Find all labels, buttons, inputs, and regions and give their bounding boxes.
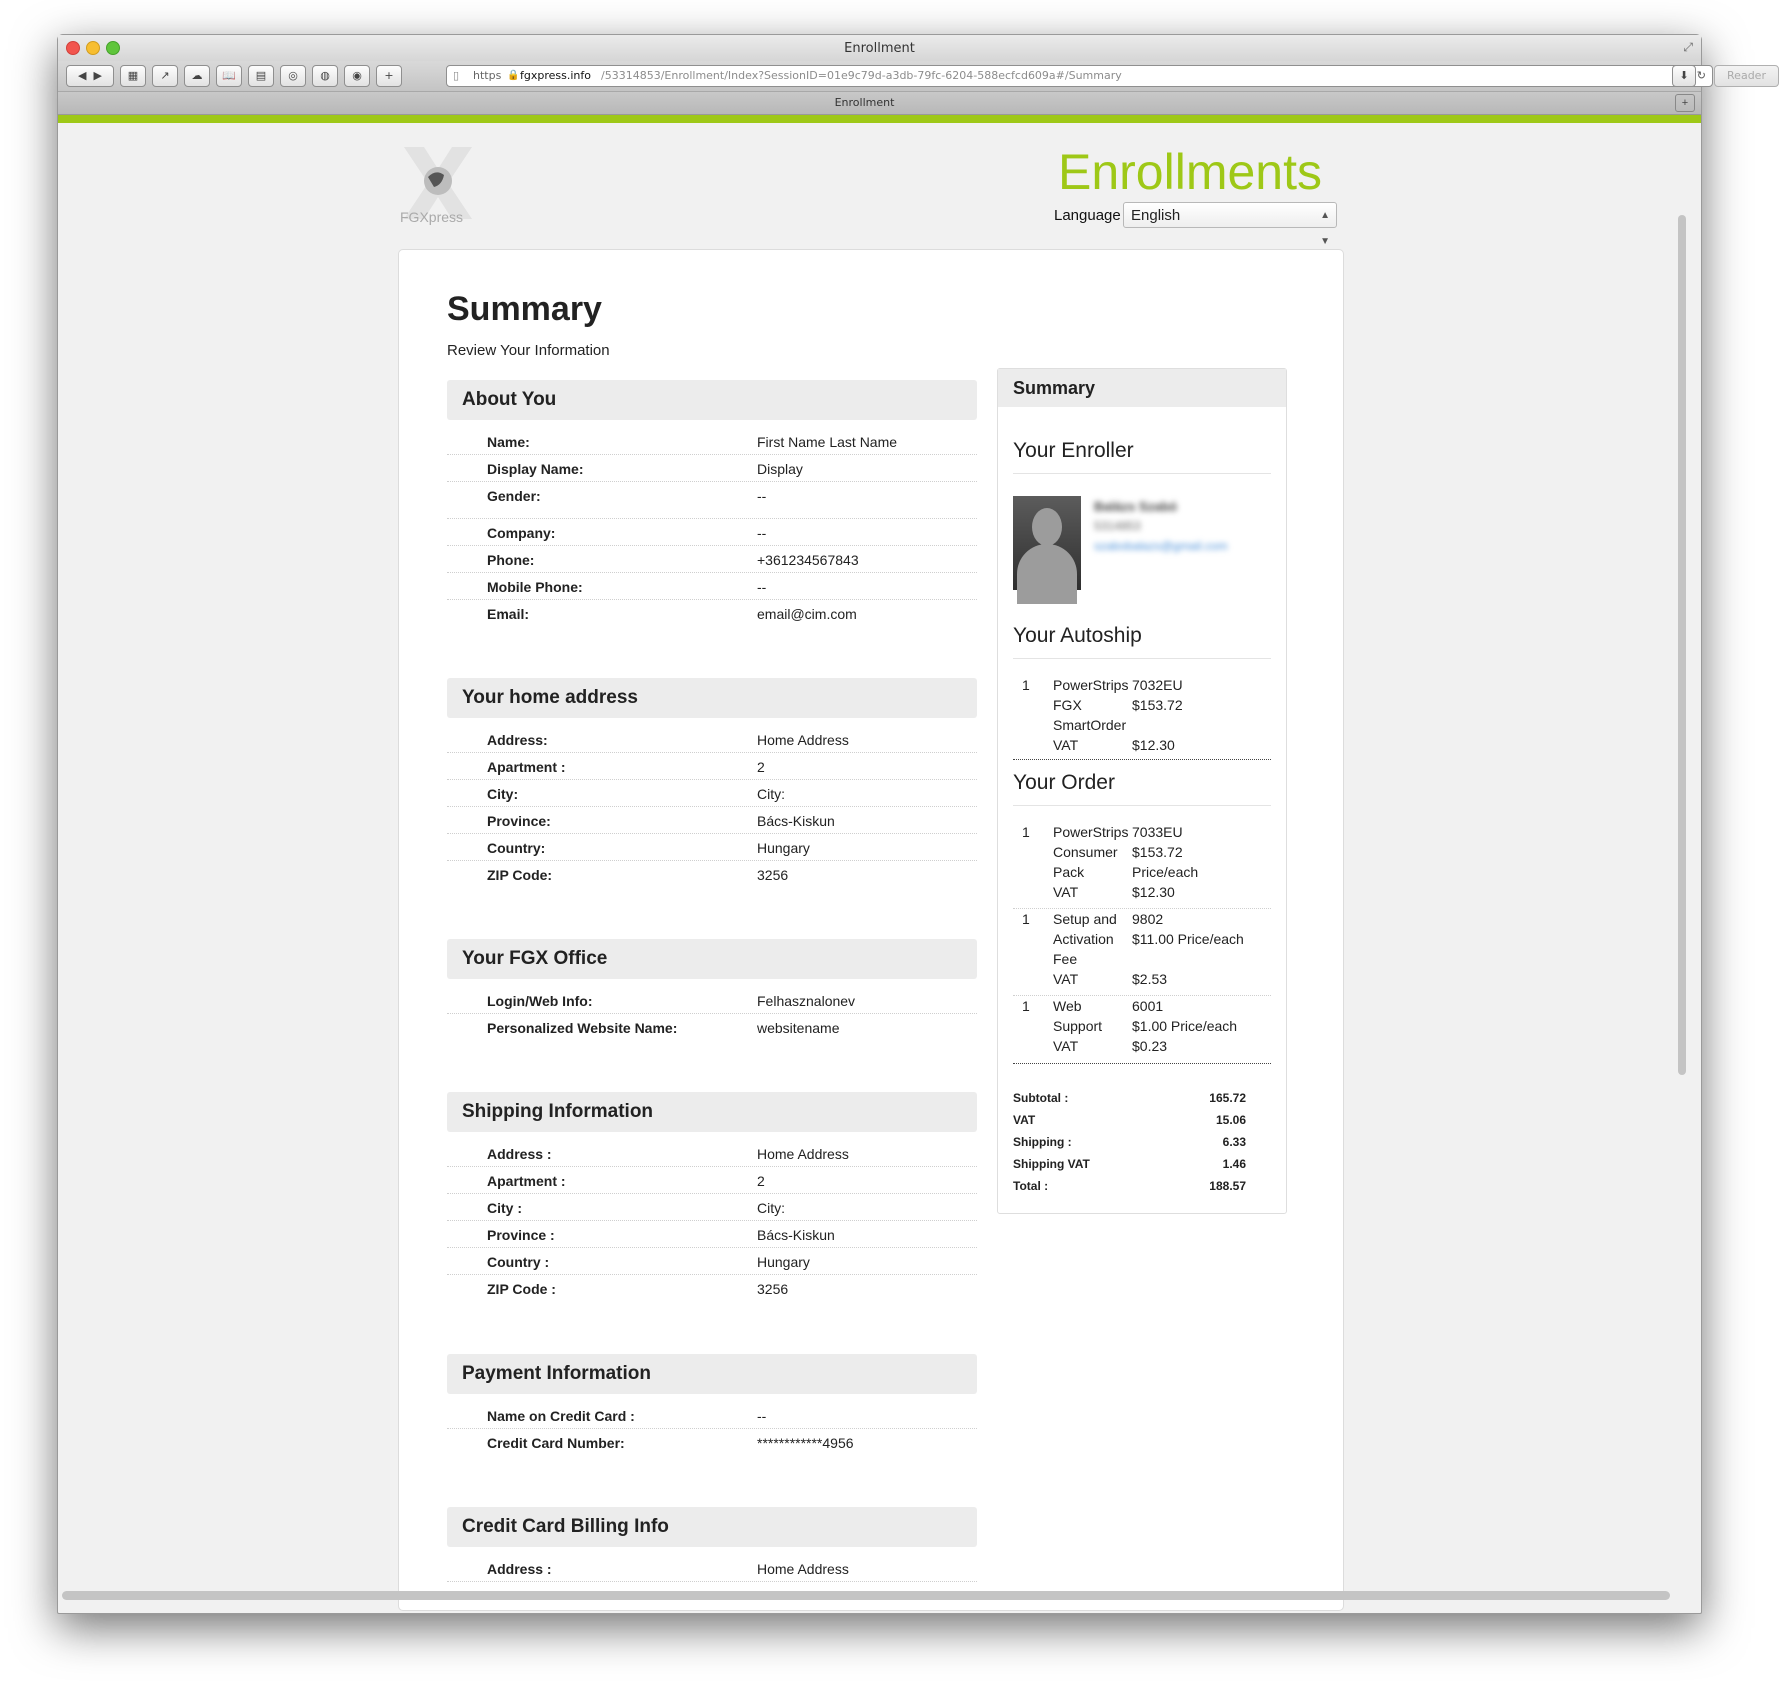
item-qty: 1 [1022,911,1030,927]
row-label: City: [487,786,519,802]
table-row [447,1221,977,1248]
item-code: 7032EU [1132,677,1183,693]
item-name: SmartOrder [1053,717,1127,733]
total-value: 188.57 [1209,1179,1246,1193]
table-row [447,573,977,600]
order-heading: Your Order [1013,771,1115,794]
total-label: VAT [1013,1113,1036,1127]
item-name: PowerStrips [1053,677,1129,693]
section-header: Your FGX Office [447,939,977,979]
fullscreen-icon[interactable]: ⤢ [1683,40,1693,54]
table-row [447,834,977,861]
row-value: 3256 [757,867,789,883]
new-tab-icon[interactable]: + [1675,94,1695,112]
row-label: Phone: [487,552,535,568]
total-label: Shipping : [1013,1135,1072,1149]
shipping-section [447,1092,977,1301]
address-bar[interactable] [446,65,1713,87]
page-heading: Enrollments [1058,144,1322,200]
total-value: 6.33 [1222,1135,1246,1149]
item-code: 7033EU [1132,824,1183,840]
row-label: Address : [487,1561,552,1577]
row-label: ZIP Code : [487,1281,556,1297]
enroller-email-link[interactable]: szabobalazs@gmail.com [1094,539,1228,553]
row-value: Home Address [757,732,849,748]
reading-list-icon[interactable]: ▤ [248,65,274,87]
tab-enrollment[interactable]: Enrollment [834,96,895,109]
table-row [447,1555,977,1582]
row-label: Mobile Phone: [487,579,583,595]
item-name: Support [1053,1018,1103,1034]
logo-text: FGXpress [400,209,464,225]
top-sites-icon[interactable]: ▦ [120,65,146,87]
row-label: Apartment : [487,759,566,775]
row-label: Apartment : [487,1173,566,1189]
vertical-scrollbar[interactable] [1678,215,1686,1075]
payment-section [447,1354,977,1455]
item-price-unit: Price/each [1132,864,1199,880]
home-address-section [447,678,977,887]
table-row [447,428,977,455]
item-vat: $12.30 [1132,737,1175,753]
sidebar-header: Summary [998,369,1286,407]
item-vat-label: VAT [1053,971,1079,987]
table-row [447,1014,977,1040]
row-value: -- [757,1408,767,1424]
extension-icon[interactable]: ◎ [280,65,306,87]
accent-bar [58,115,1701,123]
enroller-id: 5314853 [1094,519,1141,533]
window-title: Enrollment [844,41,915,56]
row-value: -- [757,525,767,541]
total-label: Total : [1013,1179,1049,1193]
section-header: Credit Card Billing Info [447,1507,977,1547]
item-price: $153.72 [1132,697,1183,713]
item-name: Fee [1053,951,1078,967]
page-subtitle: Review Your Information [447,342,610,359]
divider [1013,473,1271,474]
divider [1013,658,1271,659]
table-row [447,1167,977,1194]
table-row [447,726,977,753]
row-value: 2 [757,1173,765,1189]
reader-button[interactable]: Reader [1714,65,1779,87]
autoship-heading: Your Autoship [1013,624,1142,647]
url-host: fgxpress.info [520,69,591,82]
row-value: Hungary [757,1254,810,1270]
table-row [447,482,977,519]
enroller-avatar [1013,496,1081,590]
title-bar [58,35,1701,61]
total-label: Shipping VAT [1013,1157,1090,1171]
item-name: Activation [1053,931,1114,947]
item-price: $153.72 [1132,844,1183,860]
item-vat: $2.53 [1132,971,1168,987]
section-header: Payment Information [447,1354,977,1394]
row-value: City: [757,1200,785,1216]
item-name: FGX [1053,697,1082,713]
row-value: Bács-Kiskun [757,1227,835,1243]
table-row [447,1140,977,1167]
item-code: 6001 [1132,998,1164,1014]
row-label: Gender: [487,488,541,504]
row-label: Address: [487,732,548,748]
row-label: Province : [487,1227,555,1243]
row-label: Name: [487,434,530,450]
enroller-name: Balázs Szabó [1094,499,1178,514]
url-path: /53314853/Enrollment/Index?SessionID=01e9c79d-a3db-79fc-6204-588ecfcd609a#/Summary [601,69,1122,82]
back-forward-buttons[interactable]: ◀ ▶ [66,65,114,87]
item-qty: 1 [1022,677,1030,693]
row-label: Company: [487,525,556,541]
row-value: Home Address [757,1146,849,1162]
add-bookmark-icon[interactable]: + [376,65,402,87]
item-name: Pack [1053,864,1085,880]
row-label: Personalized Website Name: [487,1020,678,1036]
enroller-heading: Your Enroller [1013,439,1134,462]
row-label: Name on Credit Card : [487,1408,635,1424]
item-qty: 1 [1022,824,1030,840]
total-label: Subtotal : [1013,1091,1069,1105]
row-value: Home Address [757,1561,849,1577]
table-row [447,1248,977,1275]
row-label: Credit Card Number: [487,1435,625,1451]
table-row [447,455,977,482]
table-row [447,987,977,1014]
downloads-icon[interactable]: ⬇ [1672,65,1696,87]
item-qty: 1 [1022,998,1030,1014]
billing-section [447,1507,977,1582]
item-price: $1.00 Price/each [1132,1018,1238,1034]
row-value: Bács-Kiskun [757,813,835,829]
table-row [447,1429,977,1455]
row-value: 2 [757,759,765,775]
divider [1013,759,1271,760]
item-name: Web [1053,998,1082,1014]
extension-3-icon[interactable]: ◉ [344,65,370,87]
table-row [447,519,977,546]
extension-2-icon[interactable]: ◍ [312,65,338,87]
browser-toolbar [58,61,1766,92]
row-label: Address : [487,1146,552,1162]
row-label: Country: [487,840,546,856]
row-value: 3256 [757,1281,789,1297]
item-vat-label: VAT [1053,884,1079,900]
browser-window [57,34,1766,1614]
item-name: PowerStrips [1053,824,1129,840]
row-value: Display [757,461,803,477]
language-select[interactable] [1123,202,1337,247]
reload-icon[interactable]: ↻ [1696,69,1706,82]
divider [1013,1063,1271,1064]
row-label: ZIP Code: [487,867,553,883]
row-value: websitename [757,1020,840,1036]
row-label: Province: [487,813,551,829]
item-price: $11.00 Price/each [1132,931,1244,947]
table-row [447,780,977,807]
item-vat-label: VAT [1053,737,1079,753]
language-label: Language [1054,207,1121,224]
lock-icon: 🔒 [507,70,520,81]
bookmarks-icon[interactable]: 📖 [216,65,242,87]
total-value: 1.46 [1222,1157,1246,1171]
row-value: email@cim.com [757,606,857,622]
table-row [447,1194,977,1221]
fgx-office-section [447,939,977,1040]
order-summary-sidebar [997,368,1287,1214]
item-name: Setup and [1053,911,1117,927]
row-label: Login/Web Info: [487,993,593,1009]
item-code: 9802 [1132,911,1164,927]
page-icon: ▯ [453,69,460,82]
total-value: 15.06 [1215,1113,1246,1127]
url-protocol: https [473,69,502,82]
row-value: City: [757,786,785,802]
row-value: +361234567843 [757,552,859,568]
page-content [58,123,1688,1588]
row-label: Country : [487,1254,550,1270]
item-vat: $0.23 [1132,1038,1168,1054]
section-header: About You [447,380,977,420]
table-row [447,546,977,573]
table-row [447,1275,977,1301]
row-label: City : [487,1200,522,1216]
row-value: -- [757,488,767,504]
language-value: English [1131,207,1181,224]
summary-panel [398,249,1344,1611]
select-arrows-icon: ▲ ▼ [1320,210,1330,247]
section-header: Shipping Information [447,1092,977,1132]
table-row [447,807,977,834]
section-header: Your home address [447,678,977,718]
share-icon[interactable]: ↗ [152,65,178,87]
table-row [447,753,977,780]
page-title: Summary [447,290,602,328]
total-value: 165.72 [1209,1091,1246,1105]
divider [1013,805,1271,806]
table-row [447,861,977,887]
item-name: Consumer [1053,844,1118,860]
item-vat-label: VAT [1053,1038,1079,1054]
table-row [447,1402,977,1429]
row-label: Display Name: [487,461,584,477]
row-value: Felhasznalonev [757,993,856,1009]
tab-bar [58,92,1701,115]
table-row [447,600,977,626]
about-you-section [447,380,977,626]
row-value: First Name Last Name [757,434,898,450]
row-value: Hungary [757,840,810,856]
row-value: -- [757,579,767,595]
item-vat: $12.30 [1132,884,1175,900]
row-value: ************4956 [757,1435,854,1451]
cloud-icon[interactable]: ☁ [184,65,210,87]
horizontal-scrollbar[interactable] [62,1591,1670,1600]
row-label: Email: [487,606,530,622]
